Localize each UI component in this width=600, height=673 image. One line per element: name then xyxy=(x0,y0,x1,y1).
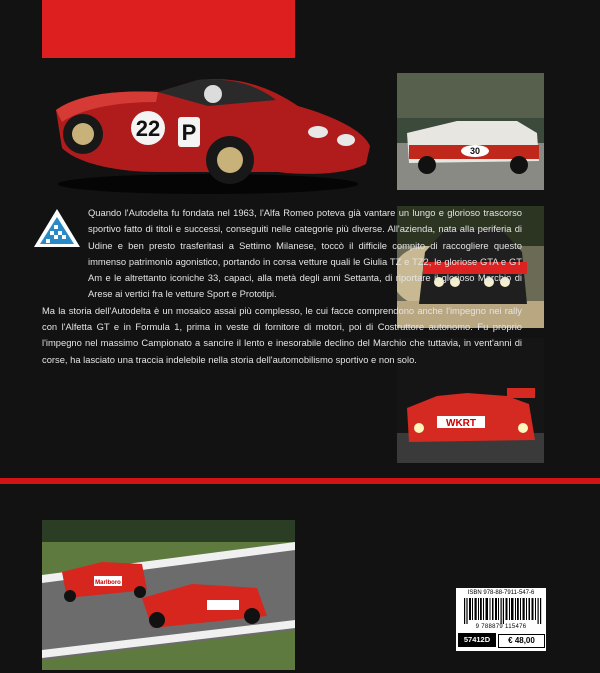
barcode-icon xyxy=(464,598,542,624)
photo-top-right-number: 30 xyxy=(469,146,481,156)
red-divider-stripe xyxy=(0,478,600,484)
photo-bottom-race xyxy=(42,520,295,670)
price-row xyxy=(456,633,546,647)
photo-top-right xyxy=(397,73,544,190)
isbn-label: ISBN 978-88-7911-547-6 xyxy=(467,590,535,596)
price-label: € 48,00 xyxy=(498,634,545,648)
body-paragraph: Ma la storia dell'Autodelta è un mosaico assai più complesso, le cui facce comprendono anche l'impegno nei rally con l'Alfetta GT e in Formula 1, prima in veste di fornitore di motori, poi di Costruttore autonomo. Fu proprio l'impegno nel massimo Campionato a sancire il lento e inesorabile declino del Marchio che tuttavia, in vent'anni di corse, ha lasciato una traccia indelebile nella storia dell'automobilismo sportivo e non solo. xyxy=(42,304,522,365)
hero-car-number: 22 xyxy=(135,116,161,141)
barcode-digits: 9 788879 115476 xyxy=(475,624,527,630)
product-code: 57412D xyxy=(458,633,496,647)
barcode-price-box xyxy=(456,588,546,651)
red-header-banner xyxy=(42,0,295,58)
body-paragraph: Quando l'Autodelta fu fondata nel 1963, l'Alfa Romeo poteva già vantare un lungo e glorioso trascorso sportivo fatto di titoli e successi, conseguiti nelle categorie più diverse. All'azienda, nata alla periferia di Udine e ben presto trasferitasi a Settimo Milanese, toccò il difficile compito di raccogliere questo immenso patrimonio agonistico, portando in corsa vetture quali le Giulia TZ e TZ2, le gloriose GTA e GT Am e le altrettanto iconiche 33, capaci, alla metà degli anni Settanta, di riportare il glorioso Marchio di Arese ai vertici fra le vetture Sport e Prototipi. xyxy=(88,207,522,300)
cover-body-text xyxy=(42,205,522,368)
hero-car-plate: P xyxy=(181,120,197,145)
photo-sponsor-text: WKRT xyxy=(446,418,476,429)
photo-bottom-sponsor: Marlboro xyxy=(95,580,121,586)
hero-car-image xyxy=(48,72,373,197)
